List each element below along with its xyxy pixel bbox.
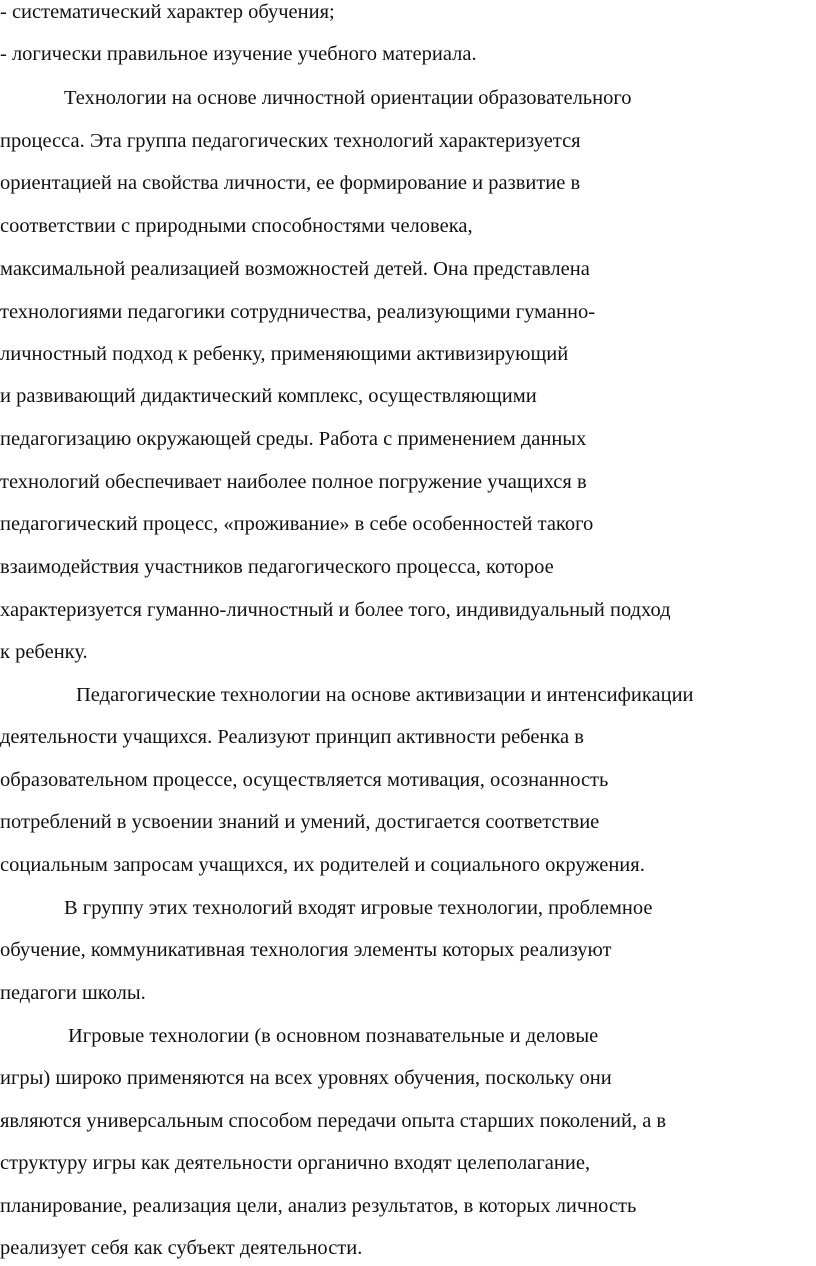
text-line: взаимодействия участников педагогического процесса, которое	[0, 556, 554, 578]
text-line: и развивающий дидактический комплекс, осуществляющими	[0, 385, 537, 407]
text-line: - систематический характер обучения;	[0, 1, 335, 23]
text-line: деятельности учащихся. Реализуют принцип активности ребенка в	[0, 726, 584, 748]
text-line: характеризуется гуманно-личностный и более того, индивидуальный подход	[0, 599, 671, 621]
text-line: социальным запросам учащихся, их родителей и социального окружения.	[0, 854, 645, 876]
text-line: обучение, коммуникативная технология элементы которых реализуют	[0, 939, 612, 961]
text-line: педагогический процесс, «проживание» в себе особенностей такого	[0, 513, 594, 535]
text-line: образовательном процессе, осуществляется мотивация, осознанность	[0, 769, 609, 791]
text-line: технологиями педагогики сотрудничества, реализующими гуманно-	[0, 301, 596, 323]
text-line: соответствии с природными способностями человека,	[0, 215, 473, 237]
text-line: Игровые технологии (в основном познавательные и деловые	[68, 1025, 599, 1047]
text-line: потреблений в усвоении знаний и умений, достигается соответствие	[0, 811, 600, 833]
text-line: процесса. Эта группа педагогических технологий характеризуется	[0, 130, 581, 152]
text-line: реализует себя как субъект деятельности.	[0, 1237, 363, 1259]
text-line: педагоги школы.	[0, 982, 146, 1004]
text-line: являются универсальным способом передачи опыта старших поколений, а в	[0, 1110, 667, 1132]
text-line: технологий обеспечивает наиболее полное погружение учащихся в	[0, 471, 587, 493]
text-line: В группу этих технологий входят игровые технологии, проблемное	[64, 897, 653, 919]
text-line: к ребенку.	[0, 641, 88, 663]
text-line: Технологии на основе личностной ориентации образовательного	[64, 87, 632, 109]
text-line: максимальной реализацией возможностей детей. Она представлена	[0, 258, 590, 280]
text-line: личностный подход к ребенку, применяющими активизирующий	[0, 343, 569, 365]
text-line: - логически правильное изучение учебного материала.	[0, 43, 477, 65]
text-line: планирование, реализация цели, анализ результатов, в которых личность	[0, 1195, 637, 1217]
text-line: структуру игры как деятельности органично входят целеполагание,	[0, 1152, 591, 1174]
text-line: педагогизацию окружающей среды. Работа с применением данных	[0, 428, 587, 450]
text-line: ориентацией на свойства личности, ее формирование и развитие в	[0, 172, 581, 194]
text-line: игры) широко применяются на всех уровнях обучения, поскольку они	[0, 1067, 612, 1089]
text-line: Педагогические технологии на основе активизации и интенсификации	[76, 684, 694, 706]
